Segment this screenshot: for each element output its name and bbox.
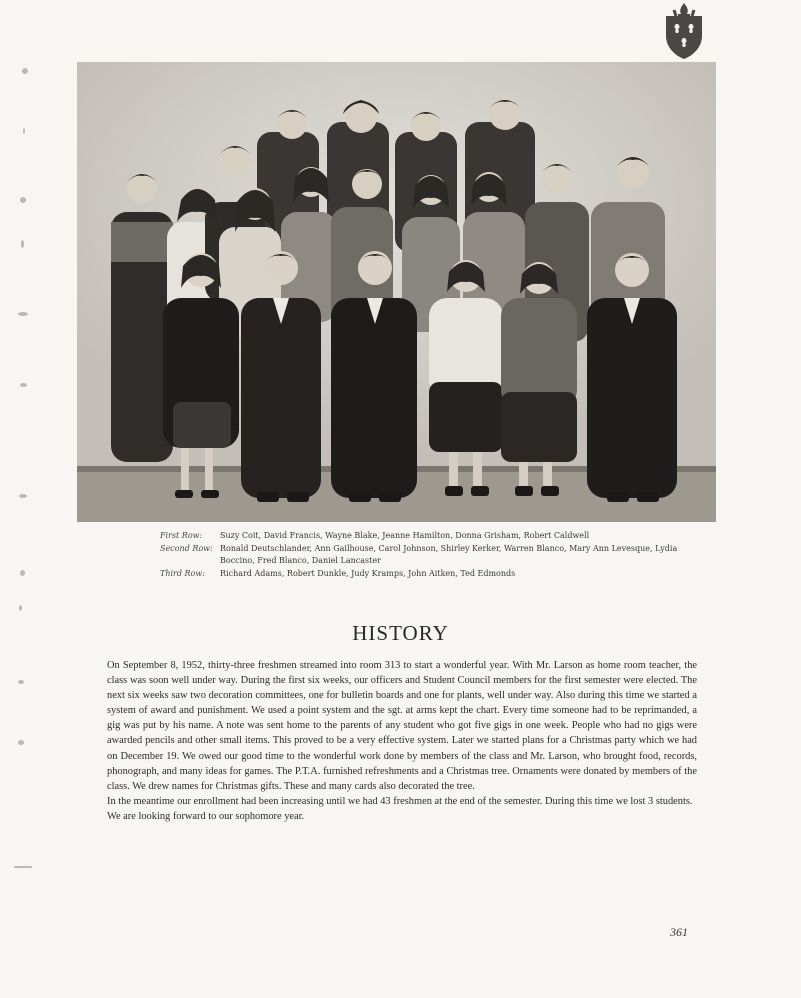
- caption-row-label: Second Row:: [160, 543, 213, 553]
- margin-speck: [22, 68, 28, 74]
- caption-row-names: Richard Adams, Robert Dunkle, Judy Kramps, John Aitken, Ted Edmonds: [220, 568, 516, 578]
- photo-caption: [160, 530, 680, 580]
- caption-row-label: Third Row:: [160, 568, 205, 578]
- page-number: 361: [670, 925, 688, 939]
- shield-fleur-de-lis-icon: [663, 2, 705, 60]
- margin-speck: [20, 197, 26, 203]
- margin-speck: [19, 494, 27, 498]
- margin-speck: [14, 866, 32, 868]
- history-paragraph: We are looking forward to our sophomore year.: [107, 810, 305, 822]
- class-photograph: [77, 62, 716, 522]
- margin-speck: [21, 240, 24, 248]
- caption-row-label: First Row:: [160, 531, 203, 540]
- caption-row-names: Suzy Coit, David Francis, Wayne Blake, Jeanne Hamilton, Donna Grisham, Robert Caldwell: [220, 531, 590, 540]
- caption-first-row: [160, 530, 680, 543]
- page-title: HISTORY: [352, 621, 449, 645]
- history-paragraph: On September 8, 1952, thirty-three freshmen streamed into room 313 to start a wonderful year. With Mr. Larson as home room teacher, the class was soon well under way. During the first six weeks, our officers and Student Council members for the first semester were elected. The next six weeks saw two decoration committees, one for bulletin boards and one for plants, well under way. Also during this time we started a system of award and punishment. We used a point system and the sgt. at arms kept the chart. Every time someone had to be reprimanded, a gig was put by his name. A note was sent home to the parents of any student who got five gigs in one week. People who had no gigs were awarded pencils and other small items. This proved to be a very effective system. Later we started plans for a Christmas party which we had on December 19. We owed our good time to the wonderful work done by members of the class and Mr. Larson, who brought food, records, phonograph, and many ideas for games. The P.T.A. furnished refreshments and a Christmas tree. Ornaments were donated by members of the class. We drew names for Christmas gifts. These and many cards also decorated the tree.: [107, 660, 697, 792]
- history-text: [107, 658, 697, 824]
- margin-speck: [20, 570, 25, 576]
- margin-speck: [19, 605, 22, 611]
- margin-speck: [18, 740, 24, 745]
- history-paragraph: In the meantime our enrollment had been increasing until we had 43 freshmen at the end of the semester. During this time we lost 3 students.: [107, 795, 693, 807]
- margin-speck: [23, 128, 25, 134]
- caption-third-row: [160, 568, 680, 581]
- margin-speck: [18, 680, 24, 684]
- margin-speck: [20, 383, 27, 387]
- caption-row-names: Ronald Deutschlander, Ann Gailhouse, Carol Johnson, Shirley Kerker, Warren Blanco, Mary Ann Levesque, Lydia Boccino, Fred Blanco, Daniel Lancaster: [220, 543, 678, 565]
- caption-second-row: [160, 543, 680, 568]
- margin-speck: [18, 312, 28, 316]
